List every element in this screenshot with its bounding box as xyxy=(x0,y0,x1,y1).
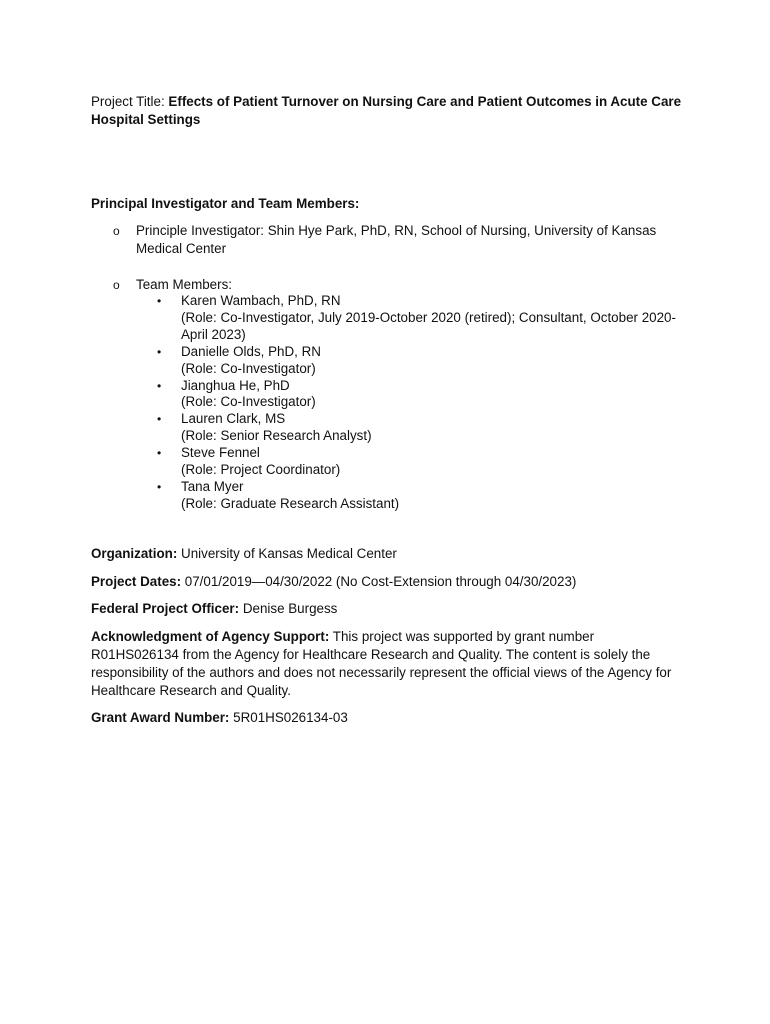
member-role: (Role: Graduate Research Assistant) xyxy=(181,495,400,511)
bullet-dot: • xyxy=(157,446,162,461)
member-role: (Role: Project Coordinator) xyxy=(181,462,341,478)
bullet-dot: • xyxy=(157,344,162,359)
member-name: Steve Fennel xyxy=(181,445,260,461)
member-role: (Role: Senior Research Analyst) xyxy=(181,428,372,444)
member-role: (Role: Co-Investigator) xyxy=(181,360,316,376)
acknowledgment-label: Acknowledgment of Agency Support: xyxy=(91,629,330,644)
list-item xyxy=(157,478,681,513)
bullet-dot: • xyxy=(157,412,162,427)
member-name: Karen Wambach, PhD, RN xyxy=(181,293,341,308)
project-title-value: Effects of Patient Turnover on Nursing Care and Patient Outcomes in Acute Care Hospital Settings xyxy=(91,94,682,127)
grant-label: Grant Award Number: xyxy=(91,710,230,725)
bullet-dot: • xyxy=(157,294,162,308)
federal-project-officer xyxy=(91,600,681,618)
bullet-dot: • xyxy=(157,479,162,494)
team-heading: Principal Investigator and Team Members: xyxy=(91,196,360,211)
principal-bullet: o xyxy=(113,224,120,238)
organization-label: Organization: xyxy=(91,546,178,561)
project-dates-value: 07/01/2019—04/30/2022 (No Cost-Extension through 04/30/2023) xyxy=(184,574,577,589)
bullet-dot: • xyxy=(157,378,162,393)
acknowledgment-value: This project was supported by grant number R01HS026134 from the Agency for Healthcare Research and Quality. The content is solely the responsibility of the authors and does not necessarily represent the official views of the Agency for Healthcare Research and Quality. xyxy=(91,629,672,698)
list-item xyxy=(157,411,681,445)
team-members-label: Team Members: xyxy=(136,277,232,292)
members-bullet: o xyxy=(113,278,120,292)
organization xyxy=(91,545,681,563)
organization-value: University of Kansas Medical Center xyxy=(181,546,397,561)
principal-investigator: Principle Investigator: Shin Hye Park, PhD, RN, School of Nursing, University of Kansas Medical Center xyxy=(136,223,657,256)
list-item xyxy=(157,293,681,344)
project-dates-label: Project Dates: xyxy=(91,574,182,589)
officer-value: Denise Burgess xyxy=(242,601,338,616)
project-dates xyxy=(91,573,681,591)
grant-value: 5R01HS026134-03 xyxy=(233,710,348,725)
officer-label: Federal Project Officer: xyxy=(91,601,240,616)
team-members-list xyxy=(157,293,681,513)
member-name: Jianghua He, PhD xyxy=(181,377,290,393)
list-item xyxy=(157,445,681,479)
project-title-label: Project Title: xyxy=(91,94,165,109)
list-item xyxy=(157,343,681,378)
member-name: Tana Myer xyxy=(181,478,244,494)
grant-award-number xyxy=(91,709,681,727)
acknowledgment xyxy=(91,628,681,700)
member-role: (Role: Co-Investigator, July 2019-October 2020 (retired); Consultant, October 2020-April 2023) xyxy=(181,309,676,342)
member-name: Lauren Clark, MS xyxy=(181,411,286,427)
member-role: (Role: Co-Investigator) xyxy=(181,394,316,410)
list-item xyxy=(157,377,681,412)
member-name: Danielle Olds, PhD, RN xyxy=(181,343,321,359)
project-title xyxy=(91,93,691,129)
